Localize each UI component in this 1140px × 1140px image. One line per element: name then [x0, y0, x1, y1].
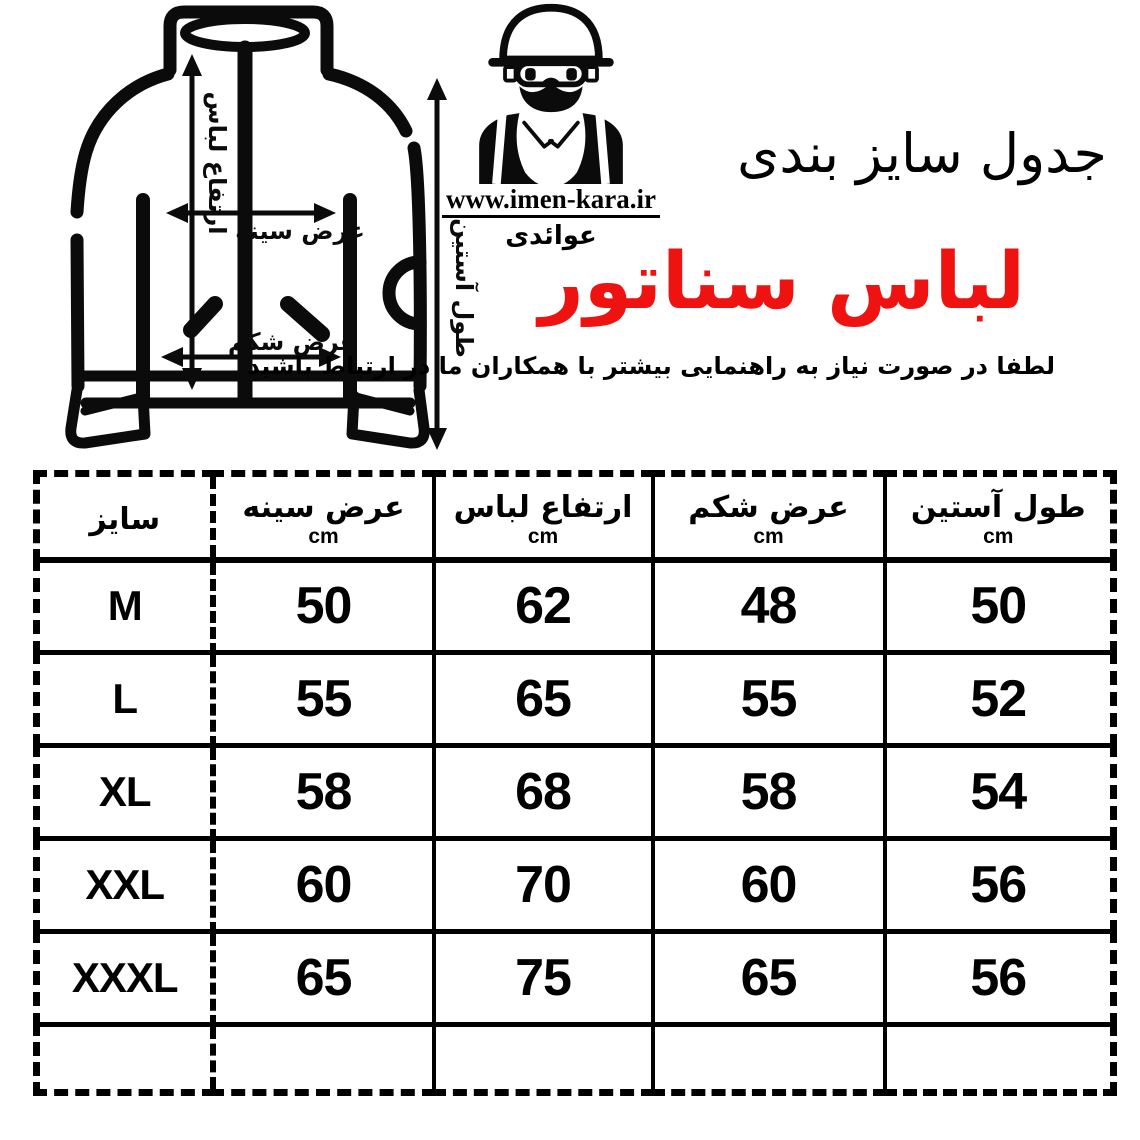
- jacket-left-shoulder: [77, 74, 168, 212]
- belly-cell: 60: [653, 839, 885, 932]
- jacket-left-pocket: [191, 304, 215, 330]
- safety-worker-icon: [465, 2, 637, 184]
- table-row: [37, 932, 1114, 1025]
- sleeve-cell: 50: [970, 577, 1027, 636]
- size-cell: XXXL: [37, 932, 213, 1025]
- chest-cell: 65: [213, 932, 434, 1025]
- brand-logo: [441, 2, 661, 251]
- col-header-height: [434, 474, 653, 560]
- chest-cell: 58: [213, 746, 434, 839]
- empty-row: [37, 1025, 1114, 1093]
- chest-cell: 60: [213, 839, 434, 932]
- table-row: [37, 560, 1114, 653]
- height-cell: 70: [434, 839, 653, 932]
- sleeve-cell: 56: [970, 949, 1027, 1007]
- size-cell: XL: [37, 746, 213, 839]
- table-row: [37, 839, 1114, 932]
- col-header-chest-unit: cm: [308, 525, 339, 549]
- brand-name: عوائدی: [505, 221, 597, 251]
- chest-width-label: عرض سینه: [235, 217, 365, 245]
- belly-cell: 58: [653, 746, 885, 839]
- size-cell: M: [37, 560, 213, 653]
- belly-width-label: عرض شکم: [227, 328, 357, 356]
- header-row: [37, 474, 1114, 560]
- chest-cell: 55: [213, 653, 434, 746]
- col-header-height-label: ارتفاع لباس: [453, 489, 633, 525]
- empty-cell: [653, 1025, 885, 1093]
- size-cell: XXL: [37, 839, 213, 932]
- col-header-belly-label: عرض شکم: [688, 489, 849, 525]
- product-title: لباس سناتور: [538, 237, 1025, 327]
- height-cell: 62: [434, 560, 653, 653]
- jacket-right-shoulder: [329, 74, 406, 131]
- sleeve-cell: 56: [970, 856, 1027, 914]
- size-table-wrapper: [33, 470, 1117, 1096]
- empty-cell: [213, 1025, 434, 1093]
- contact-note: لطفا در صورت نیاز به راهنمایی بیشتر با همکاران ما در ارتباط باشید: [247, 352, 1055, 380]
- empty-cell: [37, 1025, 213, 1093]
- table-row: [37, 746, 1114, 839]
- col-header-belly-unit: cm: [753, 525, 784, 549]
- sleeve-cell: 54: [970, 763, 1027, 821]
- col-header-sleeve-label: طول آستین: [910, 489, 1086, 525]
- belly-cell: 48: [653, 560, 885, 653]
- chest-cell: 50: [213, 560, 434, 653]
- jacket-measurement-diagram: [0, 0, 480, 465]
- belly-cell: 55: [653, 653, 885, 746]
- col-header-chest: [213, 474, 434, 560]
- col-header-height-unit: cm: [527, 525, 559, 549]
- garment-height-label: ارتفاع لباس: [203, 91, 231, 235]
- sleeve-length-label: طول آستین: [450, 218, 478, 358]
- col-header-sleeve: [885, 474, 1114, 560]
- empty-cell: [885, 1025, 1114, 1093]
- height-cell: 65: [434, 653, 653, 746]
- website-url: www.imen-kara.ir: [442, 186, 660, 218]
- height-cell: 68: [434, 746, 653, 839]
- jacket-left-side: [77, 240, 78, 386]
- col-header-size: [37, 474, 213, 560]
- col-header-belly: [653, 474, 885, 560]
- size-cell: L: [37, 653, 213, 746]
- belly-cell: 65: [653, 932, 885, 1025]
- col-header-sleeve-unit: cm: [983, 525, 1014, 549]
- table-row: [37, 653, 1114, 746]
- col-header-chest-label: عرض سینه: [242, 489, 405, 525]
- height-cell: 75: [434, 932, 653, 1025]
- sleeve-cell: 52: [970, 670, 1027, 728]
- garment-height-arrow: [182, 54, 202, 390]
- page-title: جدول سایز بندی: [737, 122, 1107, 185]
- col-header-size-label: سایز: [89, 501, 161, 537]
- size-table: [33, 470, 1117, 1096]
- empty-cell: [434, 1025, 653, 1093]
